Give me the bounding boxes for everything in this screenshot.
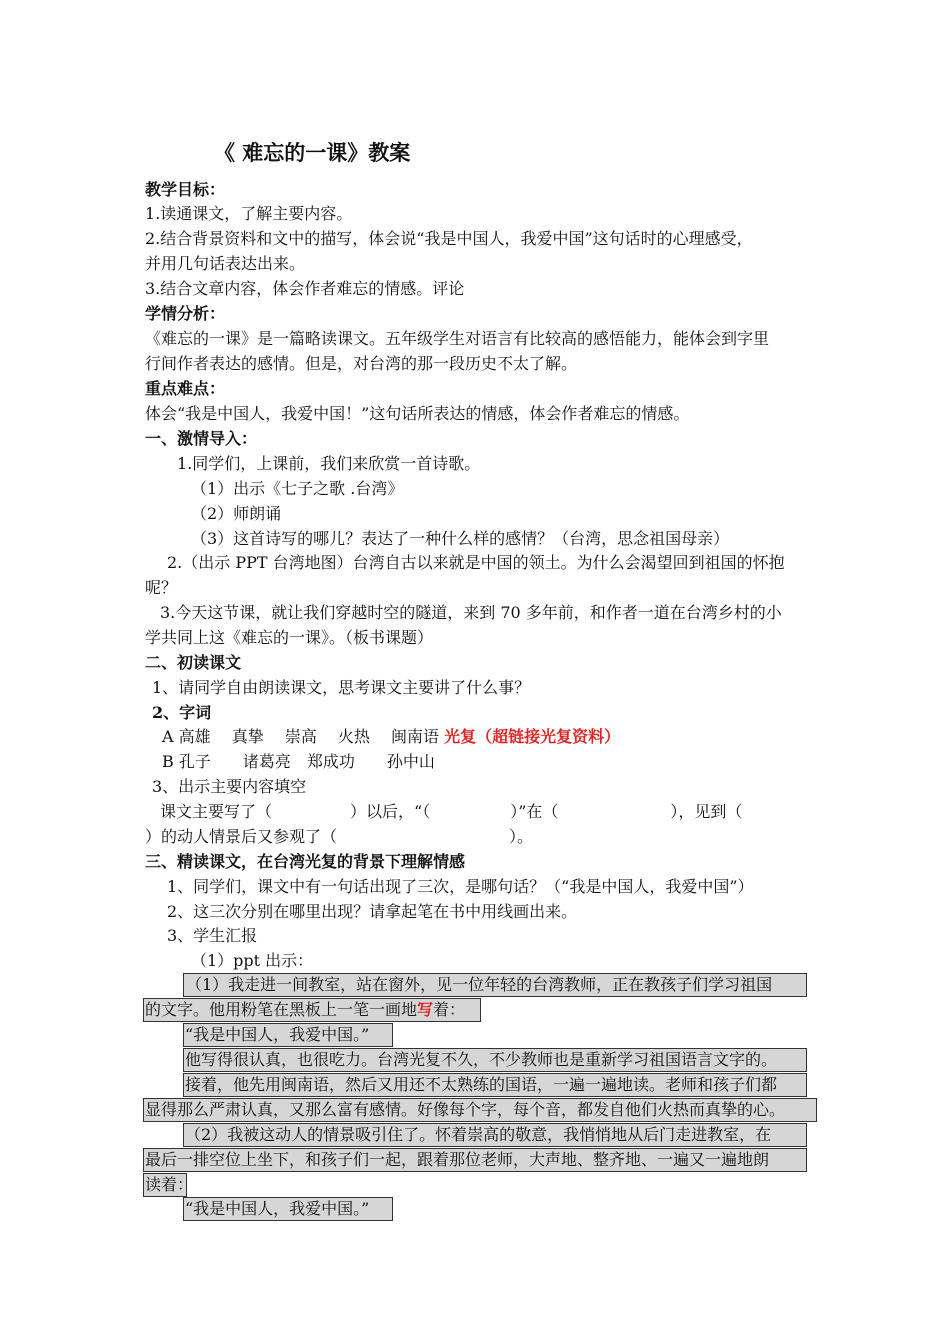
quote-1-line-2-end: 着： <box>433 1000 466 1019</box>
fill-blank-line-2 <box>145 827 533 847</box>
quote-1-line-6: 显得那么严肃认真，又那么富有感情。好像每个字，每个音，都发自他们火热而真挚的心。 <box>145 1100 786 1119</box>
goal-3: 3.结合文章内容，体会作者难忘的情感。评论 <box>145 279 465 298</box>
vocab-row-b: B 孔子 诸葛亮 郑成功 孙中山 <box>162 752 435 771</box>
quote-2-line-1: （2）我被这动人的情景吸引住了。怀着崇高的敬意，我悄悄地从后门走进教室，在 <box>185 1125 772 1144</box>
fill-part-4: ），见到（ <box>670 802 743 821</box>
guangfu-hyperlink[interactable]: 光复（超链接光复资料） <box>444 727 621 746</box>
fill-part-5: ）的动人情景后又参观了（ <box>145 827 338 846</box>
section-3-title: 三、精读课文，在台湾光复的背景下理解情感 <box>145 852 466 871</box>
write-highlight: 写 <box>417 1000 434 1019</box>
quote-1-line-2-text: 的文字。他用粉笔在黑板上一笔一画地 <box>145 1000 418 1019</box>
fill-part-1: 课文主要写了（ <box>160 802 273 821</box>
section-2-item-3: 3、出示主要内容填空 <box>152 777 307 796</box>
section-3-item-3: 3、学生汇报 <box>167 926 258 945</box>
fill-part-3: ）”在（ <box>510 802 559 821</box>
section-1-item-1c: （3）这首诗写的哪儿？表达了一种什么样的感情？（台湾，思念祖国母亲） <box>191 529 730 548</box>
heading-analysis: 学情分析： <box>145 304 226 323</box>
section-1-title: 一、激情导入： <box>145 429 258 448</box>
section-2-item-2: 2、字词 <box>152 703 212 722</box>
quote-2-line-3: 读着： <box>145 1175 194 1194</box>
quote-1-line-1: （1）我走进一间教室，站在窗外，见一位年轻的台湾教师，正在教孩子们学习祖国 <box>186 975 773 994</box>
page-title: 《 难忘的一课》教案 <box>214 140 411 165</box>
heading-goals: 教学目标： <box>145 180 226 199</box>
section-2-item-1: 1、请同学自由朗读课文，思考课文主要讲了什么事？ <box>152 678 531 697</box>
vocab-words-a: A 高雄 真挚 崇高 火热 闽南语 <box>162 727 439 746</box>
section-1-item-1a: （1）出示《七子之歌 .台湾》 <box>191 479 404 498</box>
section-1-item-3-line-2: 学共同上这《难忘的一课》。（板书课题） <box>145 628 434 647</box>
quote-1-line-5: 接着，他先用闽南语，然后又用还不太熟练的国语，一遍一遍地读。老师和孩子们都 <box>185 1075 778 1094</box>
quote-2-sentence: “我是中国人，我爱中国。” <box>185 1199 370 1218</box>
section-1-item-2-line-1: 2.（出示 PPT 台湾地图）台湾自古以来就是中国的领土。为什么会渴望回到祖国的怀抱 <box>167 553 785 572</box>
section-1-item-2-line-2: 呢？ <box>145 578 178 597</box>
fill-part-6: ）。 <box>509 827 534 846</box>
fill-blank-line-1 <box>160 802 742 822</box>
section-1-item-1b: （2）师朗诵 <box>191 504 282 523</box>
quote-1-line-2 <box>145 1000 465 1020</box>
fill-part-2: ）以后，“（ <box>350 802 431 821</box>
section-3-ppt-label: （1）ppt 出示： <box>191 951 314 970</box>
section-2-title: 二、初读课文 <box>145 653 242 672</box>
vocab-row-a <box>162 727 620 747</box>
section-1-item-3-line-1: 3.今天这节课，就让我们穿越时空的隧道，来到 70 多年前，和作者一道在台湾乡村的小 <box>160 603 782 622</box>
analysis-line-1: 《难忘的一课》是一篇略读课文。五年级学生对语言有比较高的感悟能力，能体会到字里 <box>145 329 770 348</box>
quote-1-line-4: 他写得很认真，也很吃力。台湾光复不久，不少教师也是重新学习祖国语言文字的。 <box>185 1050 778 1069</box>
analysis-line-2: 行间作者表达的感情。但是，对台湾的那一段历史不太了解。 <box>145 354 578 373</box>
section-3-item-1: 1、同学们，课文中有一句话出现了三次，是哪句话？（“我是中国人，我爱中国”） <box>167 877 754 896</box>
goal-2-line-2: 并用几句话表达出来。 <box>145 254 306 273</box>
heading-key-points: 重点难点： <box>145 379 226 398</box>
quote-1-sentence: “我是中国人，我爱中国。” <box>185 1025 370 1044</box>
section-1-item-1: 1.同学们，上课前，我们来欣赏一首诗歌。 <box>177 454 481 473</box>
goal-1: 1.读通课文，了解主要内容。 <box>145 204 353 223</box>
goal-2-line-1: 2.结合背景资料和文中的描写，体会说“我是中国人，我爱中国”这句话时的心理感受， <box>145 229 753 248</box>
key-points-text: 体会“我是中国人，我爱中国！”这句话所表达的情感，体会作者难忘的情感。 <box>145 404 690 423</box>
quote-2-line-2: 最后一排空位上坐下，和孩子们一起，跟着那位老师，大声地、整齐地、一遍又一遍地朗 <box>145 1150 770 1169</box>
section-3-item-2: 2、这三次分别在哪里出现？请拿起笔在书中用线画出来。 <box>167 902 578 921</box>
